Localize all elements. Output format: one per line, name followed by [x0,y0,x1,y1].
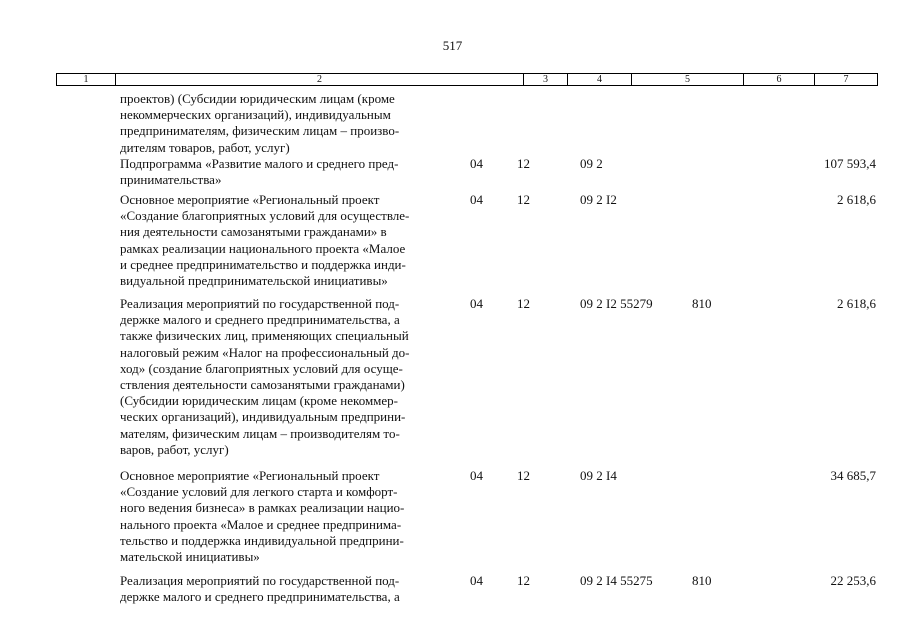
target-article-code: 09 2 [580,156,603,171]
target-article-code: 09 2 I2 [580,192,617,207]
item-name: Основное мероприятие «Региональный проект «Создание благоприятных условий для осуществле- ния деятельности самозанятыми гражданами» в рамках реализации национального проекта «Малое и среднее предпринимательство и поддержка инди- видуальной предпринимательской инициативы» [120,192,410,289]
item-name: проектов) (Субсидии юридическим лицам (кроме некоммерческих организаций), индивидуальным предпринимателям, физическим лицам – произво- дителям товаров, работ, услуг) [120,91,400,155]
amount: 2 618,6 [837,192,876,207]
column-header-1: 1 [83,74,89,85]
item-name: Реализация мероприятий по государственной под- держке малого и среднего предпринимательства, а также физических лиц, применяющих специальный налоговый режим «Налог на профессиональный до- ход» (создание благоприятных условий для осуще- ствления деятельности самозанятыми гражданами) (Субсидии юридическим лицам (кроме некоммер- ческих организаций), индивидуальным предприни- мателям, физическим лицам – производителям то- варов, работ, услуг) [120,296,410,457]
subsection-code: 12 [517,468,530,483]
item-name: Реализация мероприятий по государственной под- держке малого и среднего предпринимательства, а [120,573,400,605]
subsection-code: 12 [517,192,530,207]
column-header-2: 2 [317,74,322,85]
target-article-code: 09 2 I4 [580,468,617,483]
page-number: 517 [442,38,463,53]
item-name: Подпрограмма «Развитие малого и среднего пред- принимательства» [120,156,399,188]
target-article-code: 09 2 I2 55279 [580,296,653,311]
target-article-code: 09 2 I4 55275 [580,573,653,588]
amount: 34 685,7 [830,468,876,483]
amount: 22 253,6 [830,573,876,588]
section-code: 04 [470,573,483,588]
column-header-row [56,73,878,86]
expense-type-code: 810 [692,296,712,311]
column-header-4: 4 [597,74,602,85]
section-code: 04 [470,156,483,171]
column-header-7: 7 [843,74,849,85]
amount: 2 618,6 [837,296,876,311]
column-header-5: 5 [685,74,690,85]
column-header-3: 3 [543,74,548,85]
subsection-code: 12 [517,296,530,311]
column-header-6: 6 [776,74,782,85]
section-code: 04 [470,192,483,207]
subsection-code: 12 [517,156,530,171]
item-name: Основное мероприятие «Региональный проект «Создание условий для легкого старта и комфорт- ного ведения бизнеса» в рамках реализации нацио- нального проекта «Малое и среднее предпринима- тельство и поддержка индивидуальной предприни- мательской инициативы» [120,468,405,565]
amount: 107 593,4 [824,156,876,171]
section-code: 04 [470,468,483,483]
subsection-code: 12 [517,573,530,588]
section-code: 04 [470,296,483,311]
expense-type-code: 810 [692,573,712,588]
